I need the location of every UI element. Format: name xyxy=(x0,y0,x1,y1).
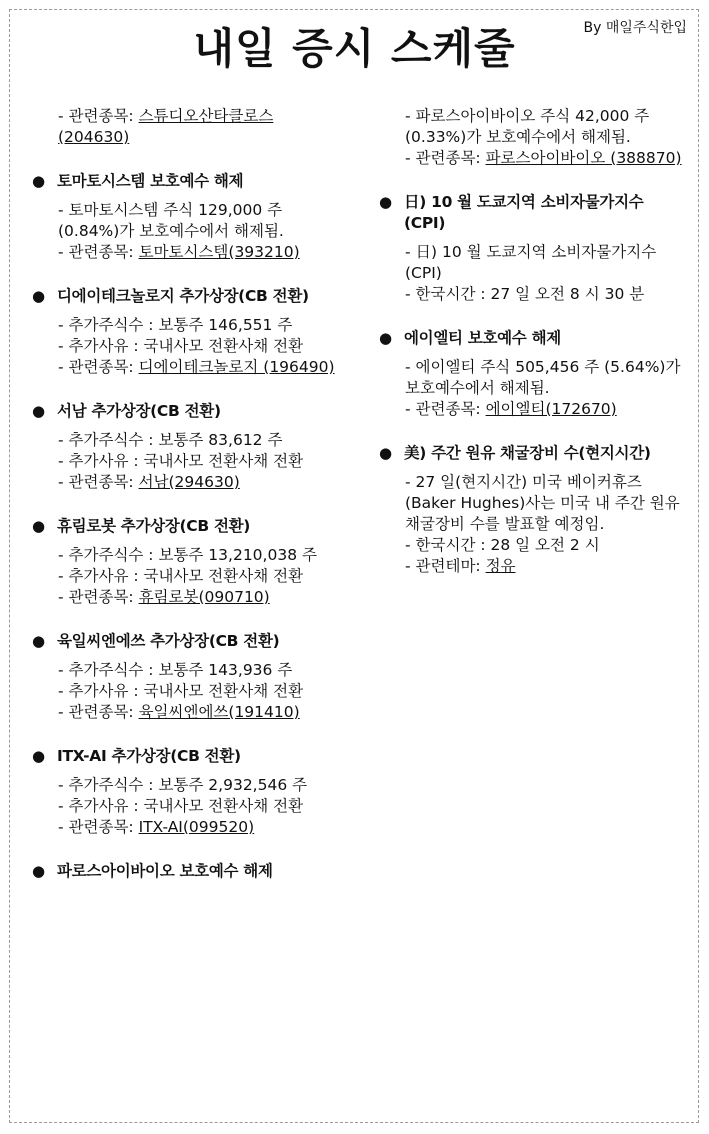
schedule-item xyxy=(30,861,335,882)
related-stock-line xyxy=(377,148,689,169)
related-stock-line xyxy=(30,702,335,723)
bullet-icon: ● xyxy=(379,193,392,211)
stock-link[interactable]: 스튜디오산타클로스 (204630) xyxy=(58,107,274,146)
related-stock-line xyxy=(377,399,689,420)
detail-line: - 추가주식수 : 보통주 143,936 주 xyxy=(58,661,293,679)
detail-line: - 추가주식수 : 보통주 146,551 주 xyxy=(58,316,293,334)
stock-link[interactable]: 육일씨엔에쓰(191410) xyxy=(138,703,300,721)
left-column xyxy=(30,106,335,905)
related-label: - 관련종목: xyxy=(405,400,486,418)
bullet-icon: ● xyxy=(32,287,45,305)
related-stock-line xyxy=(30,472,335,493)
detail-line: - 토마토시스템 주식 129,000 주 (0.84%)가 보호예수에서 해제됨. xyxy=(58,201,284,240)
detail-line: - 한국시간 : 27 일 오전 8 시 30 분 xyxy=(405,285,645,303)
schedule-heading: ● 서남 추가상장(CB 전환) xyxy=(32,402,221,420)
schedule-item xyxy=(377,443,689,577)
detail-line: - 추가사유 : 국내사모 전환사채 전환 xyxy=(58,567,304,585)
bullet-icon: ● xyxy=(379,444,392,462)
related-stock-line xyxy=(30,106,335,148)
related-stock-line xyxy=(30,242,335,263)
stock-link[interactable]: ITX-AI(099520) xyxy=(138,818,255,836)
related-stock-line xyxy=(30,587,335,608)
bullet-icon: ● xyxy=(32,517,45,535)
bullet-icon: ● xyxy=(32,172,45,190)
detail-line: - 추가주식수 : 보통주 83,612 주 xyxy=(58,431,283,449)
byline: By 매일주식한입 xyxy=(583,20,687,36)
related-label: - 관련종목: xyxy=(58,358,139,376)
schedule-heading: ● 디에이테크놀로지 추가상장(CB 전환) xyxy=(32,287,309,305)
schedule-item xyxy=(377,328,689,420)
schedule-heading: ● 日) 10 월 도쿄지역 소비자물가지수 (CPI) xyxy=(379,193,644,232)
related-label: - 관련종목: xyxy=(405,149,486,167)
detail-line: - 에이엘티 주식 505,456 주 (5.64%)가 보호예수에서 해제됨. xyxy=(405,358,681,397)
related-label: - 관련종목: xyxy=(58,107,139,125)
related-stock-line xyxy=(30,357,335,378)
schedule-heading: ● 육일씨엔에쓰 추가상장(CB 전환) xyxy=(32,632,280,650)
related-label: - 관련종목: xyxy=(58,588,139,606)
detail-line: - 추가주식수 : 보통주 2,932,546 주 xyxy=(58,776,308,794)
detail-line: - 日) 10 월 도쿄지역 소비자물가지수(CPI) xyxy=(405,243,657,282)
related-label: - 관련종목: xyxy=(58,473,139,491)
schedule-heading: ● 에이엘티 보호예수 해제 xyxy=(379,329,561,347)
related-theme-line xyxy=(377,556,689,577)
schedule-heading: ● 美) 주간 원유 채굴장비 수(현지시간) xyxy=(379,444,651,462)
stock-link[interactable]: 디에이테크놀로지 (196490) xyxy=(138,358,335,376)
stock-link[interactable]: 토마토시스템(393210) xyxy=(138,243,300,261)
stock-link[interactable]: 휴림로봇(090710) xyxy=(138,588,270,606)
continued-item xyxy=(30,106,335,148)
detail-line: - 추가주식수 : 보통주 13,210,038 주 xyxy=(58,546,317,564)
schedule-heading: ● 파로스아이바이오 보호예수 해제 xyxy=(32,862,273,880)
schedule-item xyxy=(30,401,335,493)
schedule-heading: ● 토마토시스템 보호예수 해제 xyxy=(32,172,244,190)
detail-line: - 추가사유 : 국내사모 전환사채 전환 xyxy=(58,337,304,355)
right-column xyxy=(377,106,689,600)
stock-link[interactable]: 서남(294630) xyxy=(138,473,240,491)
continued-item xyxy=(377,106,689,169)
bullet-icon: ● xyxy=(32,402,45,420)
schedule-item xyxy=(30,171,335,263)
schedule-item xyxy=(30,746,335,838)
bullet-icon: ● xyxy=(32,747,45,765)
schedule-item xyxy=(377,192,689,305)
bullet-icon: ● xyxy=(32,862,45,880)
related-stock-line xyxy=(30,817,335,838)
detail-line: - 추가사유 : 국내사모 전환사채 전환 xyxy=(58,682,304,700)
related-label: - 관련종목: xyxy=(58,818,139,836)
detail-line: - 27 일(현지시간) 미국 베이커휴즈 (Baker Hughes)사는 미국 내 주간 원유 채굴장비 수를 발표할 예정임. xyxy=(405,473,680,533)
schedule-item xyxy=(30,631,335,723)
detail-line: - 파로스아이바이오 주식 42,000 주(0.33%)가 보호예수에서 해제됨. xyxy=(405,107,650,146)
page-title: 내일 증시 스케줄 xyxy=(193,24,516,73)
bullet-icon: ● xyxy=(32,632,45,650)
schedule-heading: ● 휴림로봇 추가상장(CB 전환) xyxy=(32,517,251,535)
detail-line: - 한국시간 : 28 일 오전 2 시 xyxy=(405,536,600,554)
related-label: - 관련테마: xyxy=(405,557,486,575)
schedule-item xyxy=(30,286,335,378)
stock-link[interactable]: 파로스아이바이오 (388870) xyxy=(485,149,682,167)
related-label: - 관련종목: xyxy=(58,703,139,721)
detail-line: - 추가사유 : 국내사모 전환사채 전환 xyxy=(58,797,304,815)
schedule-item xyxy=(30,516,335,608)
bullet-icon: ● xyxy=(379,329,392,347)
detail-line: - 추가사유 : 국내사모 전환사채 전환 xyxy=(58,452,304,470)
theme-link[interactable]: 정유 xyxy=(485,557,516,575)
stock-link[interactable]: 에이엘티(172670) xyxy=(485,400,617,418)
schedule-heading: ● ITX-AI 추가상장(CB 전환) xyxy=(32,747,241,765)
related-label: - 관련종목: xyxy=(58,243,139,261)
